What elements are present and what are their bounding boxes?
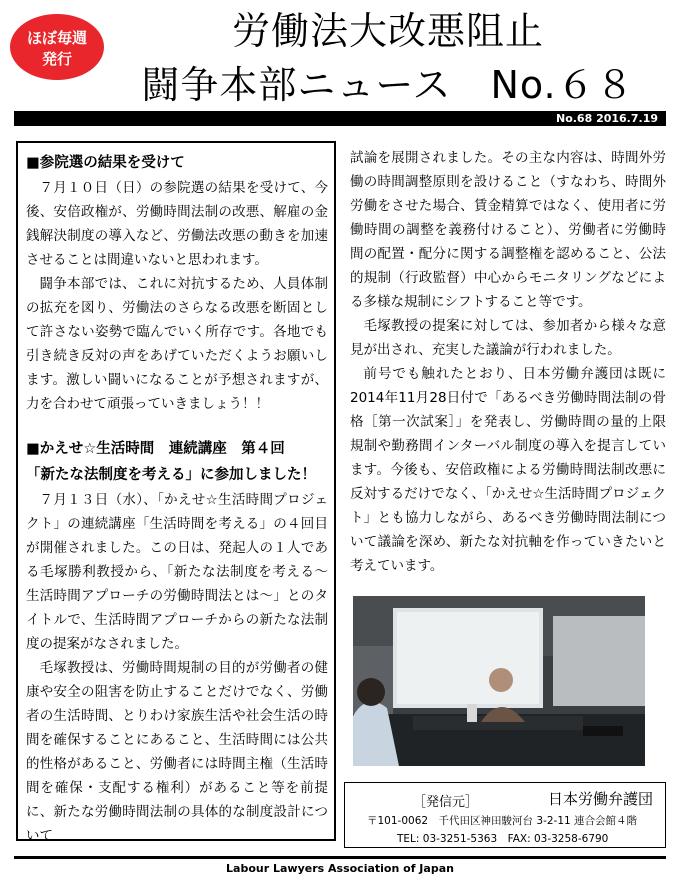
section-heading-election: ■参院選の結果を受けて <box>26 155 185 171</box>
issue-info: No.68 2016.7.19 <box>555 112 658 125</box>
left-column <box>26 150 328 848</box>
sender-box <box>344 782 666 848</box>
footer-rule <box>14 856 666 859</box>
organization-english: Labour Lawyers Association of Japan <box>226 862 454 875</box>
paragraph: 毛塚教授の提案に対しては、参加者から様々な意見が出され、充実した議論が行われました。 <box>350 318 666 358</box>
section-heading-lecture-sub: 「新たな法制度を考える」に参加しました！ <box>26 467 316 483</box>
header-rule <box>14 111 666 126</box>
badge-line2: 発行 <box>41 50 72 68</box>
paragraph: ７月１３日（水）、「かえせ☆生活時間プロジェクト」の連続講座「生活時間を考える」の４回目が開催されました。この日は、発起人の１人である毛塚勝利教授から、「新たな法制度を考える～生活時間アプローチの労働時間法とは～」とのタイトルで、生活時間アプローチからの新たな法制度の提案がなされました。 <box>26 492 328 652</box>
sender-contact: TEL: 03-3251-5363 FAX: 03-3258-6790 <box>397 833 609 845</box>
paragraph: 前号でも触れたとおり、日本労働弁護団は既に2014年11月28日付で「あるべき労働時間法制の骨格［第一次試案］」を発表し、労働時間の量的上限規制や勤務間インターバル制度の導入を提言しています。今後も、安倍政権による労働時間法制改悪に反対するだけでなく、「かえせ☆生活時間プロジェクト」とも協力しながら、あるべき労働時間法制について議論を深め、新たな対抗軸を作っていきたいと考えています。 <box>350 366 666 574</box>
badge-line1: ほぼ毎週 <box>26 29 87 47</box>
title-line1: 労働法大改悪阻止 <box>231 9 544 53</box>
paragraph: 試論を展開されました。その主な内容は、時間外労働の時間調整原則を設けること（すなわち、時間外労働をさせた場合、賃金精算ではなく、使用者に労働時間の調整を義務付けること）、労働者に労働時間の配置・配分に関する調整権を認めること、公法的規制（行政監督）中心からモニタリングなどによる多様な規制にシフトすること等です。 <box>350 150 666 310</box>
weekly-badge <box>10 14 104 80</box>
lecture-photo <box>353 596 645 766</box>
sender-address: 〒101-0062 千代田区神田駿河台 3-2-11 連合会館４階 <box>367 815 638 827</box>
paragraph: ７月１０日（日）の参院選の結果を受けて、今後、安倍政権が、労働時間法制の改悪、解雇の金銭解決制度の導入など、労働法改悪の動きを加速させることは間違いないと思われます。 <box>26 180 328 268</box>
sender-label: ［発信元］ <box>413 795 479 810</box>
paragraph: 闘争本部では、これに対抗するため、人員体制の拡充を図り、労働法のさらなる改悪を断固として許さない姿勢で臨んでいく所存です。各地でも引き続き反対の声をあげていただくようお願いします。激しい闘いになることが予想されますが、力を合わせて頑張っていきましょう！！ <box>26 276 328 412</box>
right-column <box>350 146 666 578</box>
paragraph: 毛塚教授は、労働時間規制の目的が労働者の健康や安全の阻害を防止することだけでなく、労働者の生活時間、とりわけ家族生活や社会生活の時間を確保することにあること、生活時間には公共的性格があること、労働者には時間主権（生活時間を確保・支配する権利）があること等を前提に、新たな労働時間法制の具体的な制度設計について <box>26 660 328 844</box>
lecture-photo-drawing <box>353 596 645 766</box>
section-heading-lecture: ■かえせ☆生活時間 連続講座 第４回 <box>26 441 285 457</box>
sender-name: 日本労働弁護団 <box>547 790 653 808</box>
title-line2: 闘争本部ニュース No.６８ <box>141 63 635 107</box>
